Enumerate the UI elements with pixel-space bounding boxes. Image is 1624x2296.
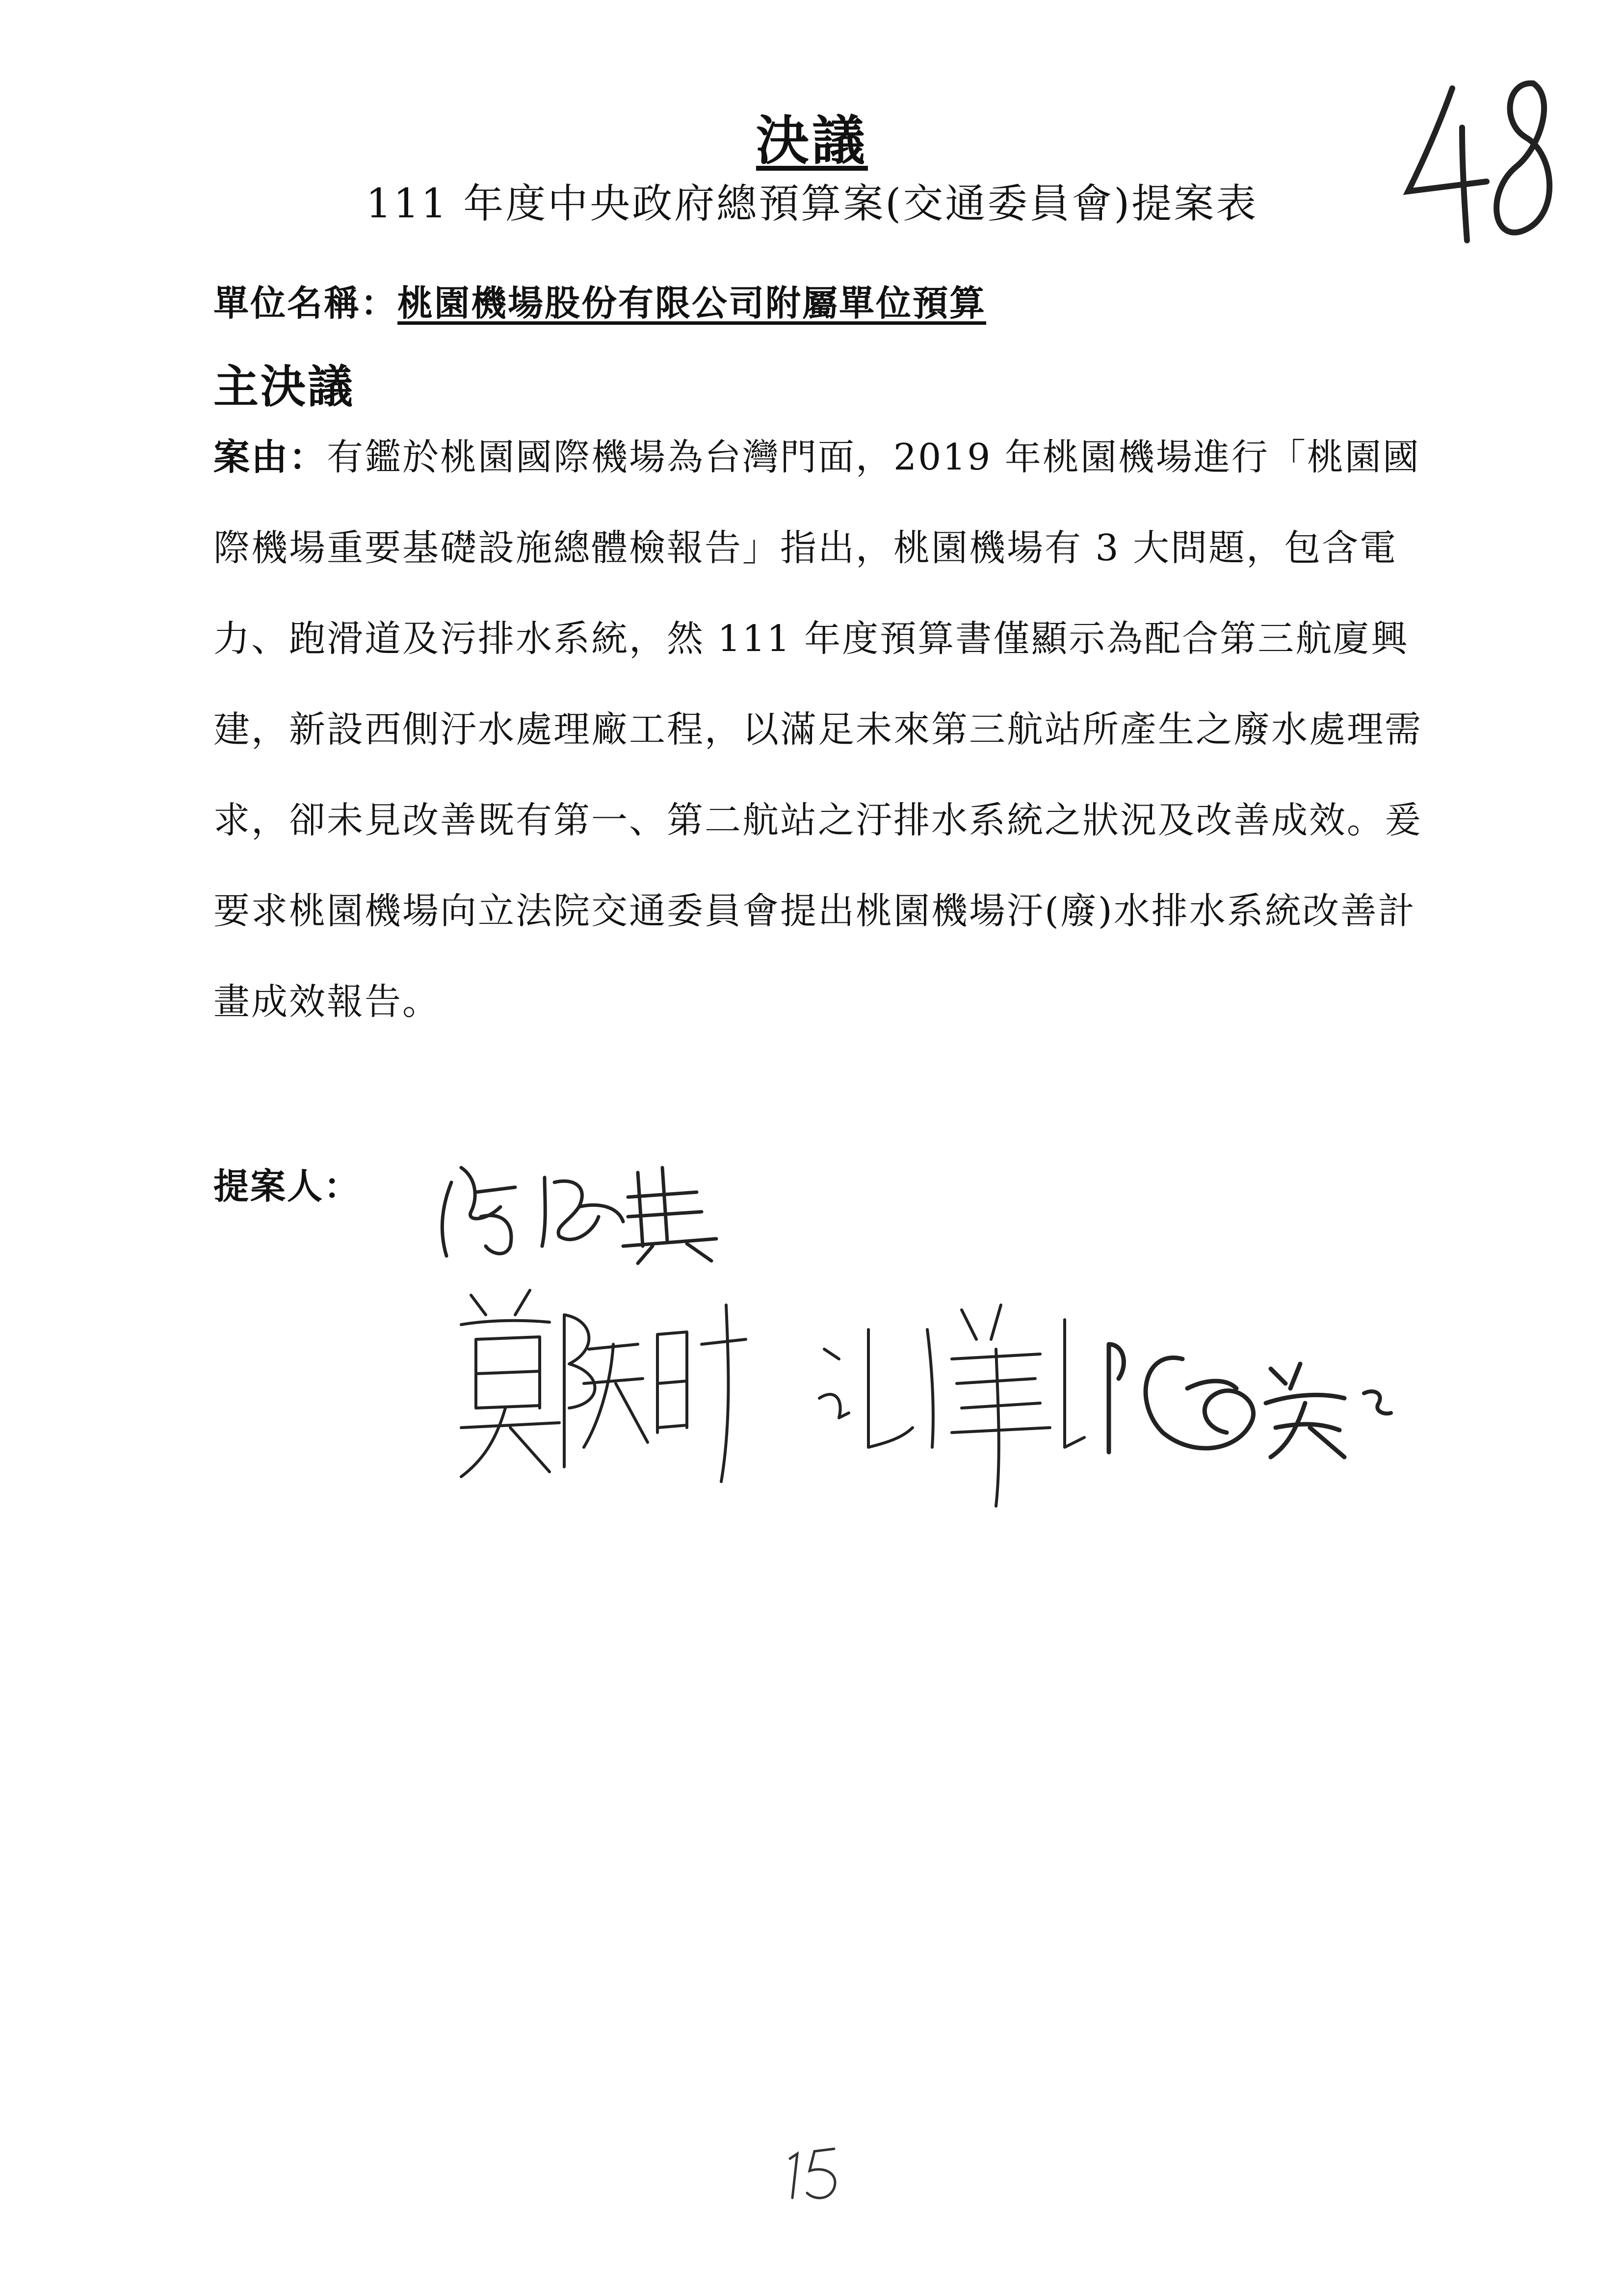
document-title: 決議	[756, 110, 868, 172]
signature-3	[814, 1300, 1089, 1516]
proposer-label: 提案人：	[213, 1165, 361, 1207]
unit-name-value: 桃園機場股份有限公司附屬單位預算	[397, 282, 987, 324]
signature-1	[432, 1148, 746, 1266]
case-text: 有鑑於桃園國際機場為台灣門面，2019 年桃園機場進行「桃園國際機場重要基礎設施總體檢報告」指出，桃園機場有 3 大問題，包含電力、跑滑道及污排水系統，然 111 年度預算書僅顯示為配合第三航廈興建，新設西側汙水處理廠工程，以滿足未來第三航站所產生之廢水處理需求，卻未見改善既有第一、第二航站之汙排水系統之狀況及改善成效。爰要求桃園機場向立法院交通委員會提出桃園機場汙(廢)水排水系統改善計畫成效報告。	[213, 436, 1422, 1023]
document-subtitle: 111 年度中央政府總預算案(交通委員會)提案表	[366, 181, 1258, 227]
handwritten-page-number	[1393, 69, 1570, 255]
signature-4	[1089, 1325, 1403, 1482]
signature-2	[442, 1285, 756, 1491]
footer-handwritten-mark	[780, 2139, 849, 2208]
unit-name-label: 單位名稱：	[213, 282, 398, 324]
case-label: 案由：	[213, 436, 327, 478]
section-heading: 主決議	[213, 360, 355, 413]
unit-name-line	[213, 275, 986, 326]
case-paragraph	[213, 412, 1423, 1047]
